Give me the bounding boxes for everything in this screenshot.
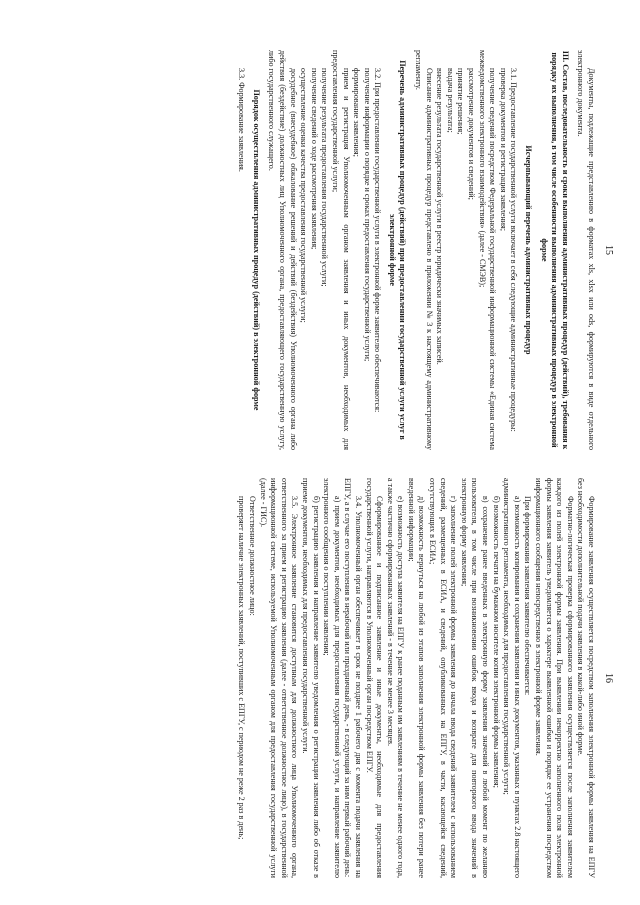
page-left bbox=[20, 50, 620, 450]
section-heading: III. Состав, последовательность и сроки выполнения административных процедур (действий), требования к порядку их выполнения, в том числе особенности выполнения административных процедур в электронной форме bbox=[539, 50, 570, 450]
list-item: досудебное (внесудебное) обжалование решений и действий (бездействия) Уполномоченного органа либо действия (бездействие) должностных лиц Уполномоченного органа, предоставляющего государственную услугу, либо государственного служащего. bbox=[267, 50, 298, 450]
list-item: проверяет наличие электронных заявлений, поступивших с ЕПГУ, с периодом не реже 2 раз в день; bbox=[237, 496, 247, 840]
list-item: а) прием документов, необходимых для предоставления государственной услуги, и направление заявителю электронного сообщения о поступлении заявления; bbox=[322, 478, 342, 878]
list-item: принятие решения; bbox=[456, 68, 466, 135]
list-item: внесение результата государственной услуги в реестр юридически значимых записей. bbox=[435, 68, 445, 365]
paragraph: Формирование заявления осуществляется посредством заполнения электронной формы заявления на ЕПГУ без необходимости дополнительной подачи заявления в какой-либо иной форме. bbox=[576, 478, 596, 878]
page-number: 16 bbox=[603, 673, 614, 683]
page-right bbox=[20, 478, 620, 878]
page-body bbox=[236, 478, 596, 878]
paragraph: Сформированное и подписанное заявление и иные документы, необходимые для предоставления государственной услуги, направляются в Уполномоченный орган посредством ЕПГУ. bbox=[364, 478, 385, 878]
list-item: г) заполнение полей электронной формы заявления до начала ввода сведений заявителем с использованием сведений, размещенных в ЕСИА, и сведений, опубликованных на ЕПГУ, в части, касающейся сведений, отсутствующих в ЕСИА; bbox=[428, 478, 459, 878]
list-item: выдача результата; bbox=[445, 68, 455, 133]
paragraph: Ответственное должностное лицо: bbox=[248, 496, 257, 616]
paragraph: 3.1. Предоставление государственной услуги включает в себя следующие административные процедуры: bbox=[509, 68, 519, 432]
paragraph: 3.4. Уполномоченный орган обеспечивает в срок не позднее 1 рабочего дня с момента подачи заявления на ЕПГУ, а в случае его поступления в нерабочий или праздничный день, - в следующий за ним первый рабочий день: bbox=[343, 478, 363, 878]
page-body bbox=[236, 50, 596, 450]
paragraph: 3.3. Формирование заявления. bbox=[237, 68, 247, 172]
list-item: б) возможность печати на бумажном носителе копии электронной формы заявления; bbox=[491, 496, 501, 788]
paragraph: Описание административных процедур представлено в приложении № 3 к настоящему административному регламенту. bbox=[414, 50, 434, 450]
list-item: б) регистрацию заявления и направление заявителю уведомления о регистрации заявления либо об отказе в приеме документов, необходимых для предоставления государственной услуги. bbox=[300, 478, 321, 878]
list-item: рассмотрение документов и сведений; bbox=[467, 68, 477, 200]
paragraph: 3.2. При предоставлении государственной услуги в электронной форме заявителю обеспечиваются: bbox=[373, 68, 383, 413]
list-item: получение сведений посредством Федеральной государственной информационной системы «Единая система межведомственного электронного взаимодействия» (далее - СМЭВ); bbox=[477, 50, 498, 450]
list-item: а) возможность копирования и сохранения заявления и иных документов, указанных в пунктах 2.8 настоящего административного регламента, необходимых для предоставления государственной услуги; bbox=[502, 478, 522, 878]
list-item: осуществление оценки качества предоставления государственной услуги; bbox=[299, 68, 309, 323]
list-item: проверка документов и регистрация заявления; bbox=[498, 68, 508, 231]
list-item: получение информации о порядке и сроках предоставления государственной услуги; bbox=[362, 68, 372, 362]
list-item: формирование заявления; bbox=[352, 68, 362, 157]
section-heading: Исчерпывающий перечень административных процедур bbox=[524, 145, 534, 355]
page-number: 15 bbox=[603, 245, 614, 255]
list-item: д) возможность вернуться на любой из этапов заполнения электронной формы заявления без потери ранее введенной информации; bbox=[406, 478, 427, 878]
paragraph: Форматно-логическая проверка сформированного заявления осуществляется после заполнения заявителем каждого из полей электронной формы заявления. При выявлении некорректно заполненного поля электронной формы заявления заявитель уведомляется о характере выявленной ошибки и порядке ее устранения посредством информационного сообщения непосредственно в электронной форме заявления. bbox=[534, 478, 575, 878]
paragraph: 3.5. Электронное заявление становится доступным для должностного лица Уполномоченного органа, ответственного за прием и регистрацию заявления (далее - ответственное должностное лицо), в государственной информационной системе, используемой Уполномоченным органом для предоставления государственной услуги (далее - ГИС). bbox=[258, 478, 300, 878]
paragraph: Документы, подлежащие представлению в форматах xls, xlsx или ods, формируются в виде отдельного электронного документа. bbox=[576, 50, 596, 450]
list-item: получение сведений о ходе рассмотрения заявления; bbox=[309, 68, 319, 250]
list-item: в) сохранение ранее введенных в электронную форму заявления значений в любой момент по желанию пользователя, в том числе при возникновении ошибок ввода и возврате для повторного ввода значений в электронную форму заявления; bbox=[459, 478, 491, 878]
list-item: прием и регистрация Уполномоченным органом заявления и иных документов, необходимых для предоставления государственной услуги; bbox=[330, 50, 351, 450]
list-item: е) возможность доступа заявителя на ЕПГУ к ранее поданным им заявлениям в течение не менее одного года, а также частично сформированных заявлений - в течение не менее 3 месяцев. bbox=[385, 478, 406, 878]
paragraph: При формировании заявления заявителю обеспечивается: bbox=[523, 496, 533, 696]
list-item: получение результата предоставления государственной услуги; bbox=[320, 68, 330, 287]
section-heading: Порядок осуществления административных процедур (действий) в электронной форме bbox=[251, 89, 261, 411]
section-heading: Перечень административных процедур (действий) при предоставлении государственной услуги услуг в электронной форме bbox=[387, 60, 408, 440]
